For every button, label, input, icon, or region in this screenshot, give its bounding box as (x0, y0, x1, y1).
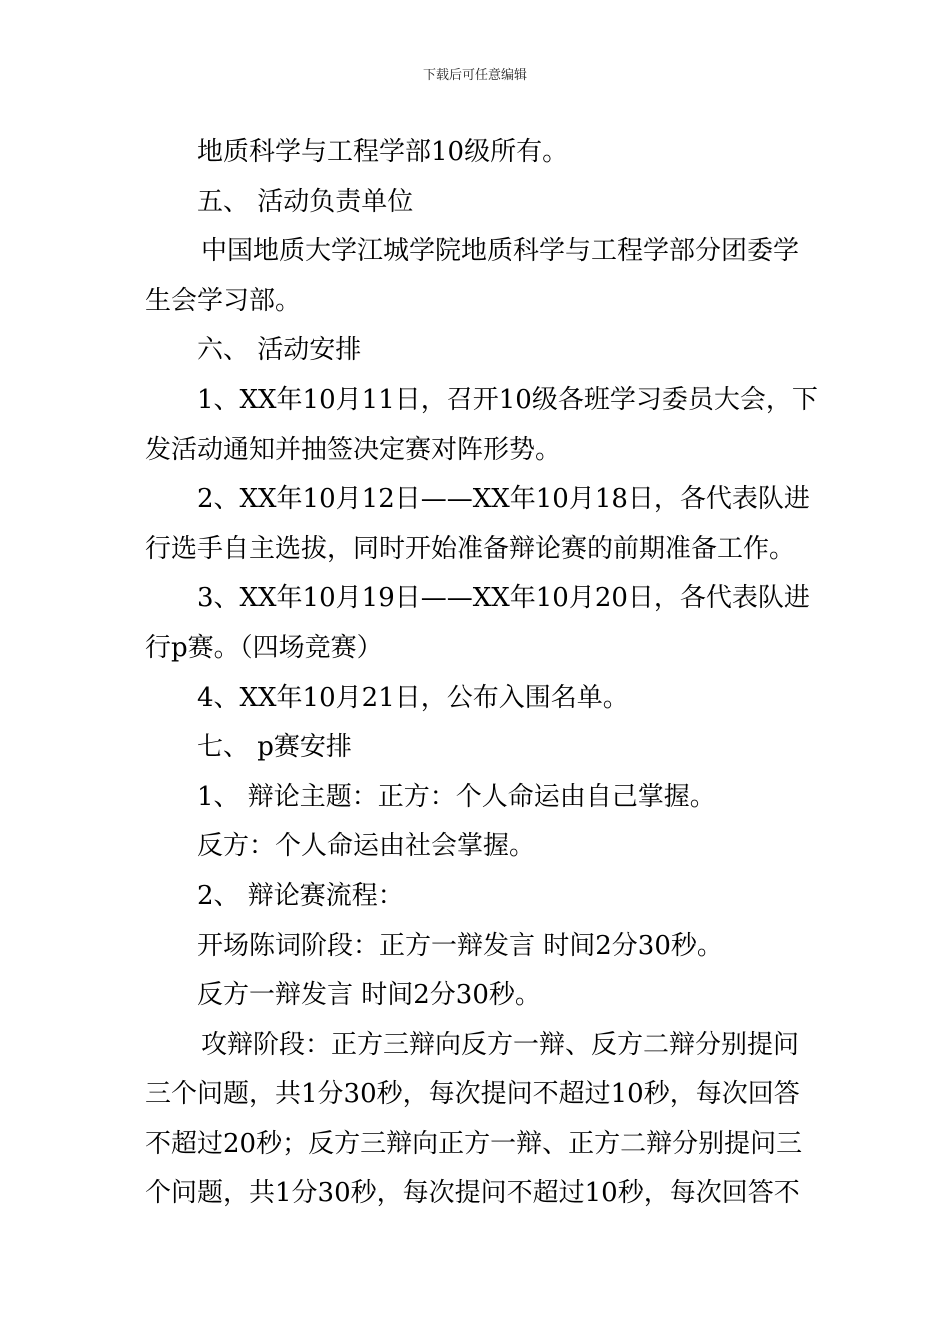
paragraph-line: 地质科学与工程学部10级所有。 (197, 137, 569, 167)
paragraph-line: 不超过20秒；反方三辩向正方一辩、正方二辩分别提问三 (145, 1128, 803, 1159)
paragraph-line: 1、XX年10月11日，召开10级各班学习委员大会，下 (197, 384, 818, 415)
paragraph-line: 3、XX年10月19日——XX年10月20日，各代表队进 (197, 583, 810, 614)
paragraph-line: 反方：个人命运由社会掌握。 (197, 831, 536, 862)
paragraph-line: 2、 辩论赛流程： (197, 880, 404, 911)
paragraph-line: 2、XX年10月12日——XX年10月18日，各代表队进 (197, 484, 810, 515)
paragraph-line: 行选手自主选拔，同时开始准备辩论赛的前期准备工作。 (145, 533, 796, 564)
paragraph-line: 4、XX年10月21日，公布入围名单。 (197, 682, 629, 713)
paragraph-line: 个问题，共1分30秒，每次提问不超过10秒，每次回答不 (145, 1178, 800, 1209)
paragraph-line: 生会学习部。 (145, 285, 302, 316)
section-heading: 六、 活动安排 (197, 335, 362, 366)
paragraph-line: 反方一辩发言 时间2分30秒。 (197, 980, 541, 1011)
paragraph-line: 1、 辩论主题：正方：个人命运由自己掌握。 (197, 781, 716, 812)
page-header-note: 下载后可任意编辑 (422, 68, 527, 83)
paragraph-line: 开场陈词阶段：正方一辩发言 时间2分30秒。 (197, 930, 723, 961)
paragraph-line: 行p赛。（四场竞赛） (145, 632, 383, 663)
paragraph-line: 发活动通知并抽签决定赛对阵形势。 (145, 434, 562, 465)
document-body (145, 128, 818, 1219)
paragraph-line: 中国地质大学江城学院地质科学与工程学部分团委学 (201, 236, 800, 267)
section-heading: 五、 活动负责单位 (197, 186, 414, 217)
paragraph-line: 攻辩阶段：正方三辩向反方一辩、反方二辩分别提问 (201, 1029, 800, 1060)
paragraph-line: 三个问题，共1分30秒，每次提问不超过10秒，每次回答 (145, 1079, 800, 1110)
section-heading: 七、 p赛安排 (197, 732, 352, 763)
